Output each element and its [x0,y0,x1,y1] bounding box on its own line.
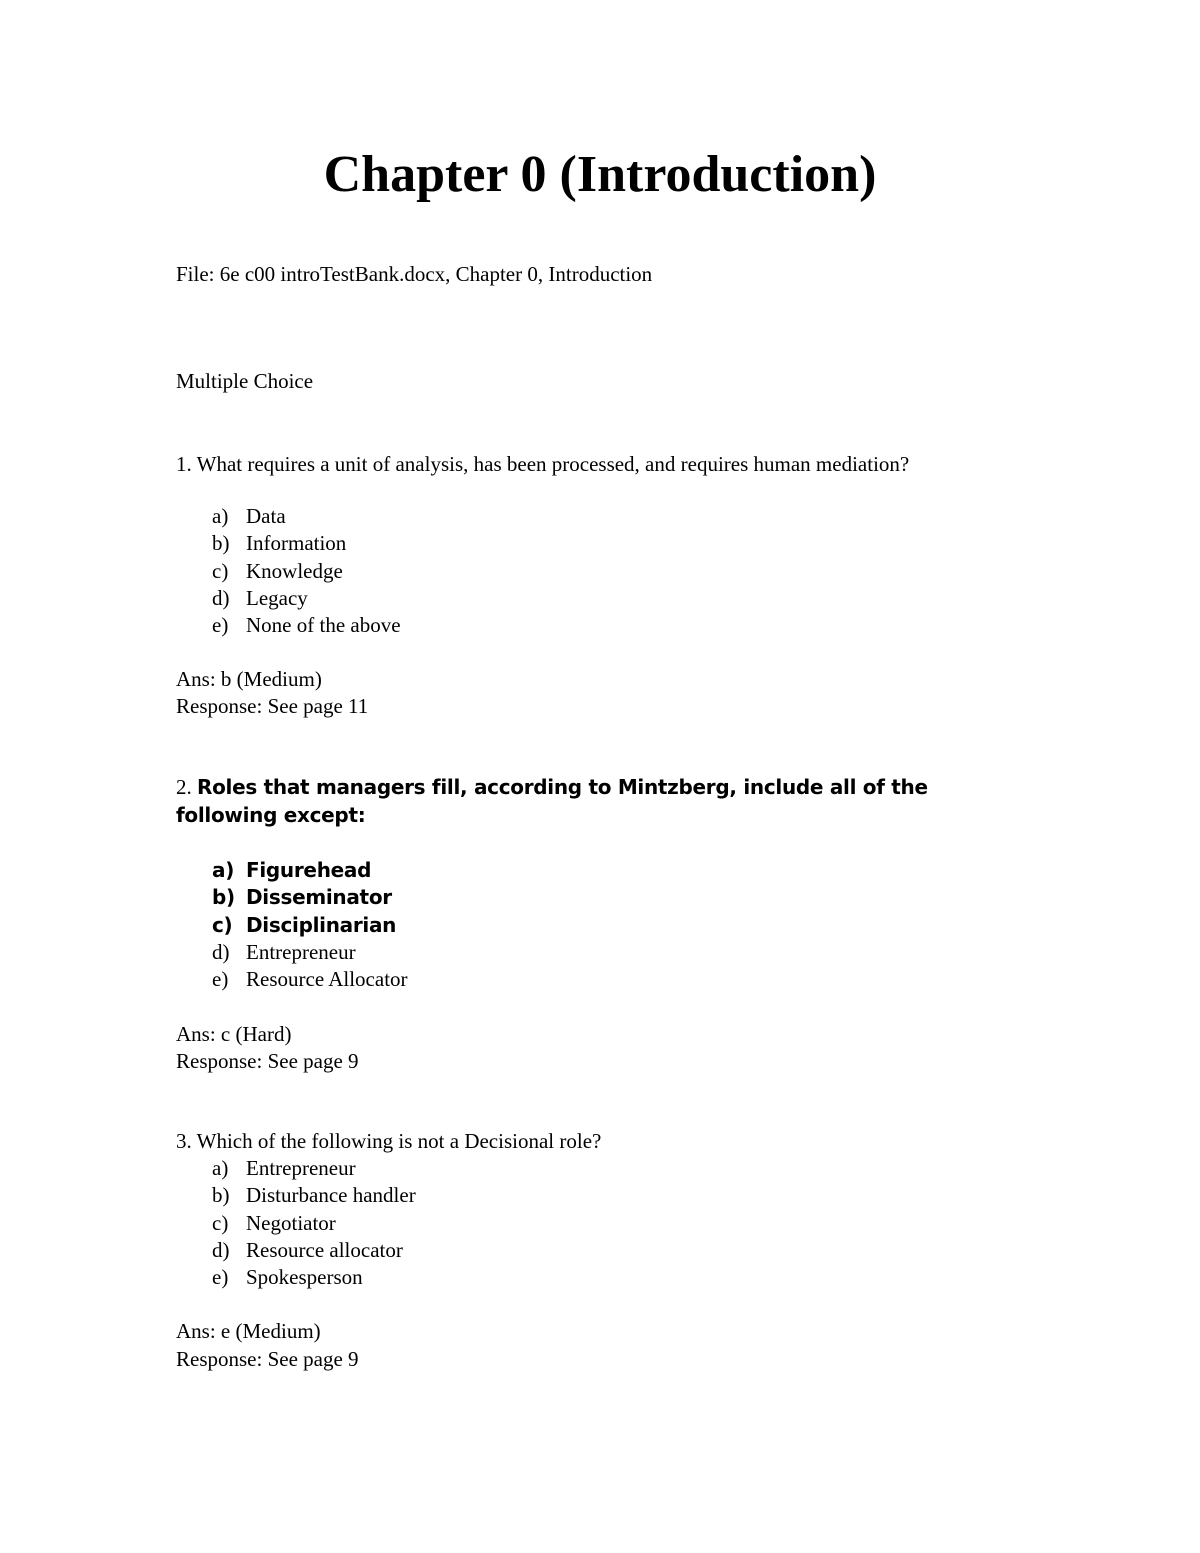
option-item [212,558,401,585]
question-number: 1. [176,452,192,476]
option-text: Entrepreneur [246,939,356,964]
option-item [212,1155,416,1182]
option-letter: a) [212,504,229,528]
option-letter: d) [212,1237,230,1262]
option-item [212,857,408,884]
option-item [212,1264,416,1291]
option-item [212,1182,416,1209]
question-1 [176,451,909,478]
option-item [212,912,408,939]
section-heading: Multiple Choice [176,369,314,393]
option-item [212,884,408,911]
option-letter: e) [212,613,229,638]
option-letter: c) [212,558,229,583]
option-item [212,1210,416,1237]
response-2: Response: See page 9 [176,1049,359,1073]
option-item [212,1237,416,1264]
file-info: File: 6e c00 introTestBank.docx, Chapter 0, Introduction [176,262,653,286]
question-text: Which of the following is not a Decisional role? [196,1129,602,1153]
option-letter: e) [212,967,229,992]
option-text: Figurehead [246,858,372,882]
question-2 [176,773,996,829]
option-letter: b) [212,1183,230,1208]
answer-2: Ans: c (Hard) [176,1022,292,1046]
option-text: Resource allocator [246,1237,403,1262]
question-text: Roles that managers fill, according to Mintzberg, include all of the following except: [176,775,928,827]
option-letter: a) [212,1156,229,1180]
option-letter: c) [212,912,233,937]
option-text: Knowledge [246,558,343,583]
option-text: Legacy [246,585,308,610]
option-text: None of the above [246,613,401,638]
option-letter: a) [212,858,235,882]
question-3-options [212,1155,416,1291]
question-number: 3. [176,1129,192,1153]
option-text: Spokesperson [246,1265,363,1290]
question-2-options [212,857,408,993]
option-letter: c) [212,1210,229,1235]
option-text: Information [246,531,347,556]
option-letter: b) [212,531,230,556]
option-item [212,530,401,557]
response-3: Response: See page 9 [176,1347,359,1371]
answer-3: Ans: e (Medium) [176,1319,321,1343]
option-letter: d) [212,585,230,610]
option-item [212,585,401,612]
question-text: What requires a unit of analysis, has been processed, and requires human mediation? [196,452,910,476]
option-text: Disseminator [246,885,392,910]
option-text: Resource Allocator [246,967,408,992]
option-letter: d) [212,939,230,964]
response-1: Response: See page 11 [176,694,369,718]
option-letter: e) [212,1265,229,1290]
option-item [212,966,408,993]
answer-1: Ans: b (Medium) [176,667,322,691]
question-3 [176,1128,601,1155]
option-text: Entrepreneur [246,1156,356,1180]
option-item [212,939,408,966]
page-title: Chapter 0 (Introduction) [323,146,877,203]
option-item [212,503,401,530]
option-text: Disturbance handler [246,1183,416,1208]
option-text: Data [246,504,286,528]
question-number: 2. [176,775,192,799]
option-text: Disciplinarian [246,912,397,937]
option-letter: b) [212,885,235,910]
question-1-options [212,503,401,639]
option-text: Negotiator [246,1210,336,1235]
option-item [212,612,401,639]
